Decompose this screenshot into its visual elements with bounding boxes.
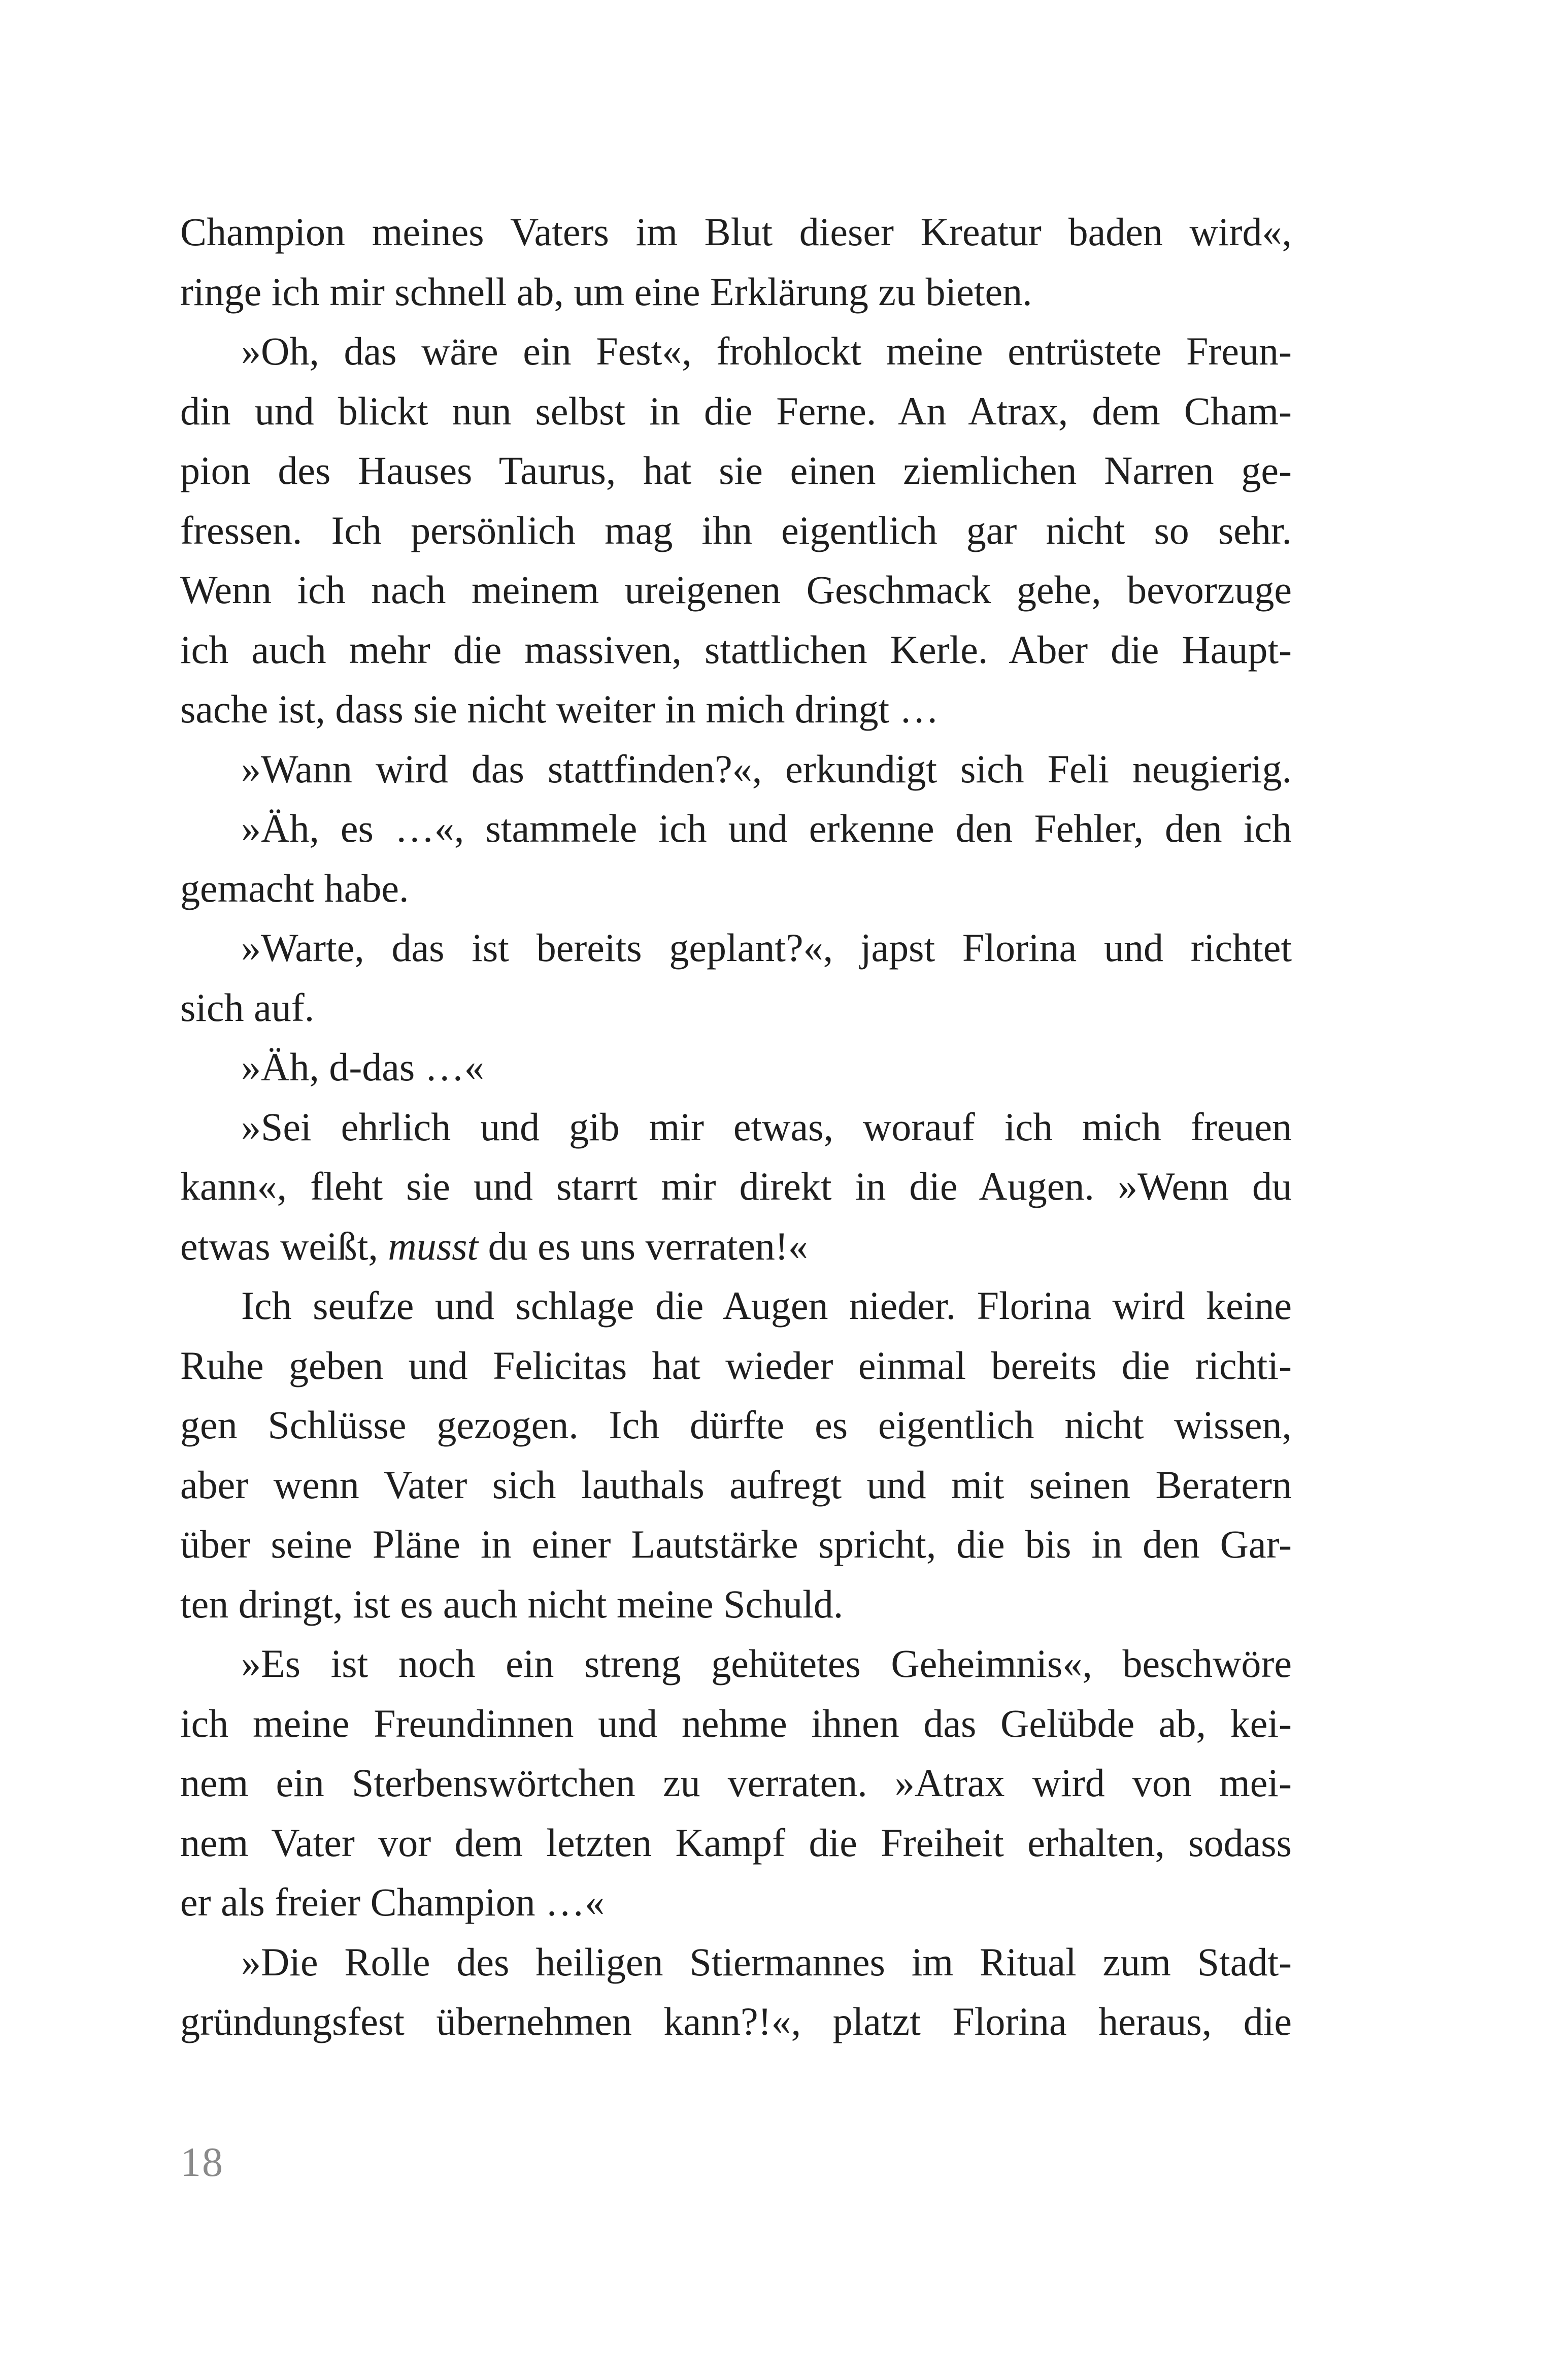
text-line: ringe ich mir schnell ab, um eine Erklärung zu bieten. <box>180 269 1032 314</box>
text-line: fressen. Ich persönlich mag ihn eigentlich gar nicht so sehr. <box>180 508 1292 552</box>
text-line: »Sei ehrlich und gib mir etwas, worauf ich mich freuen <box>241 1104 1292 1149</box>
text-line: er als freier Champion …« <box>180 1880 605 1924</box>
text-line: Ich seufze und schlage die Augen nieder. Florina wird keine <box>241 1283 1292 1328</box>
text-line <box>180 1216 1292 1276</box>
text-line: »Wann wird das stattfinden?«, erkundigt sich Feli neugierig. <box>241 746 1292 791</box>
text-line: »Warte, das ist bereits geplant?«, japst Florina und richtet <box>241 925 1292 970</box>
text-line: sache ist, dass sie nicht weiter in mich dringt … <box>180 687 939 731</box>
text-line: gründungsfest übernehmen kann?!«, platzt Florina heraus, die <box>180 1999 1292 2043</box>
text-line: »Es ist noch ein streng gehütetes Geheimnis«, beschwöre <box>241 1641 1292 1685</box>
text-line: ten dringt, ist es auch nicht meine Schuld. <box>180 1581 844 1626</box>
text-line: nem ein Sterbenswörtchen zu verraten. »Atrax wird von mei- <box>180 1761 1292 1805</box>
text-line: »Äh, d-das …« <box>241 1045 484 1089</box>
text-line: über seine Pläne in einer Lautstärke spricht, die bis in den Gar- <box>180 1522 1292 1566</box>
text-line: kann«, fleht sie und starrt mir direkt in die Augen. »Wenn du <box>180 1164 1292 1208</box>
text-line: »Die Rolle des heiligen Stiermannes im Ritual zum Stadt- <box>241 1939 1292 1984</box>
text-line: din und blickt nun selbst in die Ferne. An Atrax, dem Cham- <box>180 388 1292 433</box>
text-line: gen Schlüsse gezogen. Ich dürfte es eigentlich nicht wissen, <box>180 1403 1292 1447</box>
text-line: aber wenn Vater sich lauthals aufregt und mit seinen Beratern <box>180 1462 1292 1507</box>
text-line: sich auf. <box>180 985 315 1030</box>
text-line: »Äh, es …«, stammele ich und erkenne den Fehler, den ich <box>241 806 1292 850</box>
text-line: Ruhe geben und Felicitas hat wieder einmal bereits die richti- <box>180 1343 1292 1387</box>
text-line: gemacht habe. <box>180 866 409 910</box>
text-line: pion des Hauses Taurus, hat sie einen ziemlichen Narren ge- <box>180 448 1292 492</box>
text-segment: du es uns verraten!« <box>478 1224 808 1268</box>
text-line: nem Vater vor dem letzten Kampf die Freiheit erhalten, sodass <box>180 1820 1292 1865</box>
text-line: ich meine Freundinnen und nehme ihnen das Gelübde ab, kei- <box>180 1701 1292 1745</box>
text-line: Wenn ich nach meinem ureigenen Geschmack gehe, bevorzuge <box>180 568 1292 612</box>
text-line: »Oh, das wäre ein Fest«, frohlockt meine entrüstete Freun- <box>241 329 1292 373</box>
body-text <box>180 202 1292 2052</box>
page-number: 18 <box>180 2139 224 2185</box>
emphasized-word: musst <box>388 1224 479 1268</box>
text-segment: etwas weißt, <box>180 1224 388 1268</box>
text-line: ich auch mehr die massiven, stattlichen Kerle. Aber die Haupt- <box>180 627 1292 672</box>
text-line: Champion meines Vaters im Blut dieser Kreatur baden wird«, <box>180 210 1292 254</box>
